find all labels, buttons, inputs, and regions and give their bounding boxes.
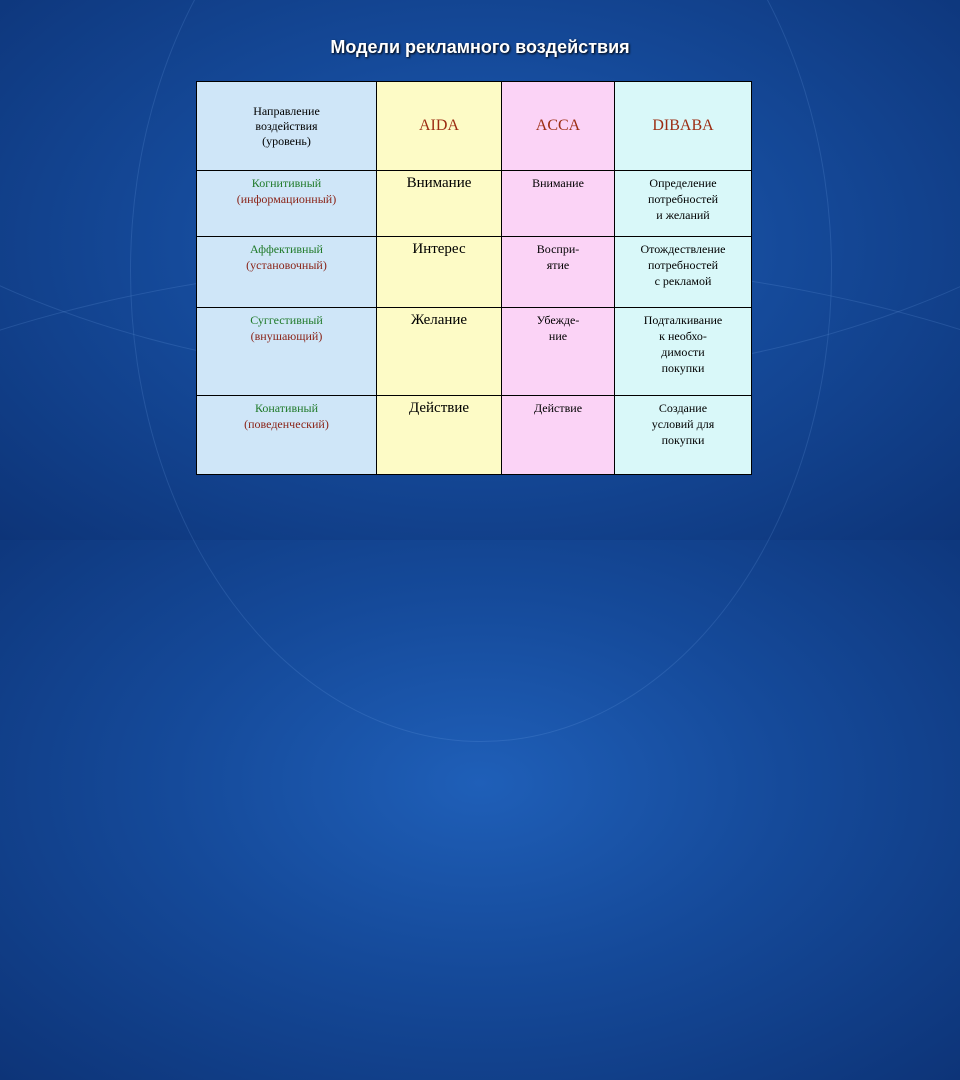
header-aida: AIDA	[377, 82, 502, 171]
level-subtitle: (установочный)	[246, 258, 327, 272]
level-cell	[197, 396, 377, 475]
aida-cell: Действие	[377, 396, 502, 475]
aida-cell: Желание	[377, 308, 502, 396]
dibaba-cell	[615, 237, 752, 308]
slide-title: Модели рекламного воздействия	[330, 37, 630, 57]
table-row	[197, 237, 752, 308]
level-name: Суггестивный	[250, 313, 323, 327]
level-cell	[197, 237, 377, 308]
dibaba-line: с рекламой	[654, 274, 712, 288]
acca-line: Внимание	[532, 176, 584, 190]
acca-line: ние	[548, 329, 568, 343]
acca-line: Действие	[533, 401, 583, 415]
dibaba-line: Определение	[649, 176, 717, 190]
header-direction	[197, 82, 377, 171]
acca-line: Воспри-	[536, 242, 580, 256]
dibaba-line: условий для	[651, 417, 715, 431]
table-row	[197, 171, 752, 237]
level-cell	[197, 171, 377, 237]
level-subtitle: (поведенческий)	[244, 417, 329, 431]
level-name: Конативный	[254, 401, 319, 415]
level-subtitle: (внушающий)	[250, 329, 323, 343]
dibaba-line: потребностей	[647, 258, 719, 272]
header-direction-line: Направление	[253, 103, 320, 118]
table-row	[197, 396, 752, 475]
dibaba-line: покупки	[661, 433, 705, 447]
dibaba-line: потребностей	[647, 192, 719, 206]
dibaba-line: Создание	[658, 401, 708, 415]
dibaba-cell	[615, 396, 752, 475]
dibaba-line: к необхо-	[659, 329, 707, 343]
dibaba-cell	[615, 308, 752, 396]
header-acca: ACCA	[502, 82, 615, 171]
table-header-row	[197, 82, 752, 171]
advertising-models-table	[196, 81, 752, 475]
acca-cell	[502, 237, 615, 308]
acca-cell	[502, 171, 615, 237]
dibaba-line: димости	[661, 345, 705, 359]
acca-cell	[502, 308, 615, 396]
table-row	[197, 308, 752, 396]
header-dibaba: DIBABA	[615, 82, 752, 171]
aida-cell: Интерес	[377, 237, 502, 308]
header-direction-line: (уровень)	[262, 133, 311, 148]
header-direction-line: воздействия	[255, 118, 318, 133]
dibaba-line: покупки	[661, 361, 705, 375]
aida-cell: Внимание	[377, 171, 502, 237]
dibaba-line: и желаний	[656, 208, 710, 222]
dibaba-line: Отождествление	[640, 242, 726, 256]
acca-cell	[502, 396, 615, 475]
dibaba-line: Подталкивание	[643, 313, 723, 327]
level-subtitle: (информационный)	[236, 192, 337, 206]
level-name: Когнитивный	[251, 176, 322, 190]
level-cell	[197, 308, 377, 396]
acca-line: Убежде-	[536, 313, 580, 327]
level-name: Аффективный	[250, 242, 323, 256]
dibaba-cell	[615, 171, 752, 237]
acca-line: ятие	[546, 258, 570, 272]
